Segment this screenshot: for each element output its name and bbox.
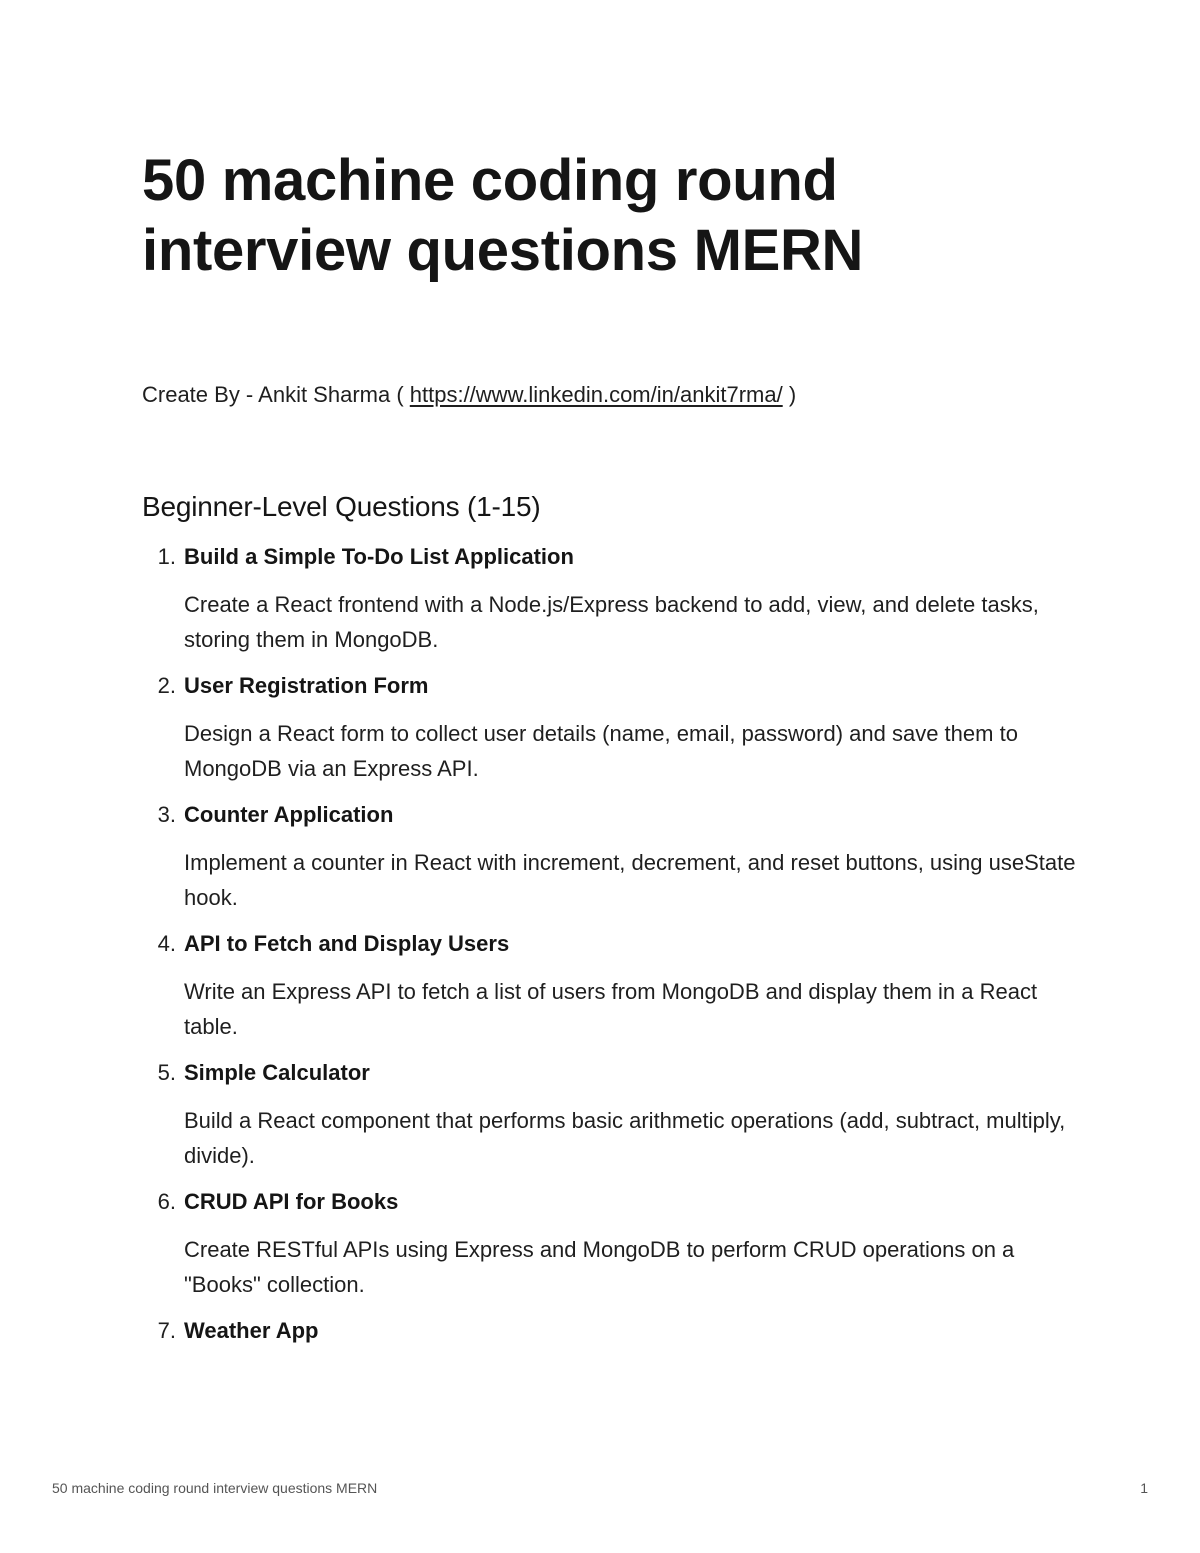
list-item bbox=[142, 669, 1082, 786]
question-number: 6. bbox=[157, 1189, 176, 1214]
question-title: Build a Simple To-Do List Application bbox=[184, 544, 574, 569]
list-item bbox=[142, 1056, 1082, 1173]
page-title: 50 machine coding round interview questions MERN bbox=[142, 148, 864, 283]
question-description: Create a React frontend with a Node.js/Express backend to add, view, and delete tasks, storing them in MongoDB. bbox=[184, 592, 1039, 652]
author-credit bbox=[142, 380, 796, 410]
question-description: Implement a counter in React with increment, decrement, and reset buttons, using useState hook. bbox=[184, 850, 1076, 910]
credit-prefix: Create By - Ankit Sharma ( bbox=[142, 382, 410, 407]
list-item bbox=[142, 927, 1082, 1044]
question-title: API to Fetch and Display Users bbox=[184, 931, 510, 956]
question-title: Counter Application bbox=[184, 802, 394, 827]
question-title: Weather App bbox=[184, 1318, 319, 1343]
question-number: 1. bbox=[157, 544, 176, 569]
list-item bbox=[142, 798, 1082, 915]
list-item bbox=[142, 1185, 1082, 1302]
question-description: Write an Express API to fetch a list of users from MongoDB and display them in a React table. bbox=[184, 979, 1038, 1039]
question-title: User Registration Form bbox=[184, 673, 429, 698]
question-number: 7. bbox=[157, 1318, 176, 1343]
linkedin-link[interactable]: https://www.linkedin.com/in/ankit7rma/ bbox=[409, 382, 783, 407]
question-title: Simple Calculator bbox=[184, 1060, 370, 1085]
question-description: Create RESTful APIs using Express and MongoDB to perform CRUD operations on a "Books" collection. bbox=[184, 1237, 1015, 1297]
footer-document-title: 50 machine coding round interview questions MERN bbox=[52, 1480, 378, 1496]
footer-page-number: 1 bbox=[1140, 1480, 1148, 1496]
question-number: 4. bbox=[157, 931, 176, 956]
list-item bbox=[142, 1314, 1082, 1347]
section-heading: Beginner-Level Questions (1-15) bbox=[142, 491, 541, 522]
credit-suffix: ) bbox=[782, 382, 797, 407]
question-number: 2. bbox=[157, 673, 176, 698]
list-item bbox=[142, 540, 1082, 657]
question-title: CRUD API for Books bbox=[184, 1189, 399, 1214]
question-description: Design a React form to collect user details (name, email, password) and save them to MongoDB via an Express API. bbox=[184, 721, 1018, 781]
question-number: 3. bbox=[157, 802, 176, 827]
question-number: 5. bbox=[157, 1060, 176, 1085]
question-description: Build a React component that performs basic arithmetic operations (add, subtract, multiply, divide). bbox=[184, 1108, 1066, 1168]
question-list bbox=[142, 540, 1082, 1359]
